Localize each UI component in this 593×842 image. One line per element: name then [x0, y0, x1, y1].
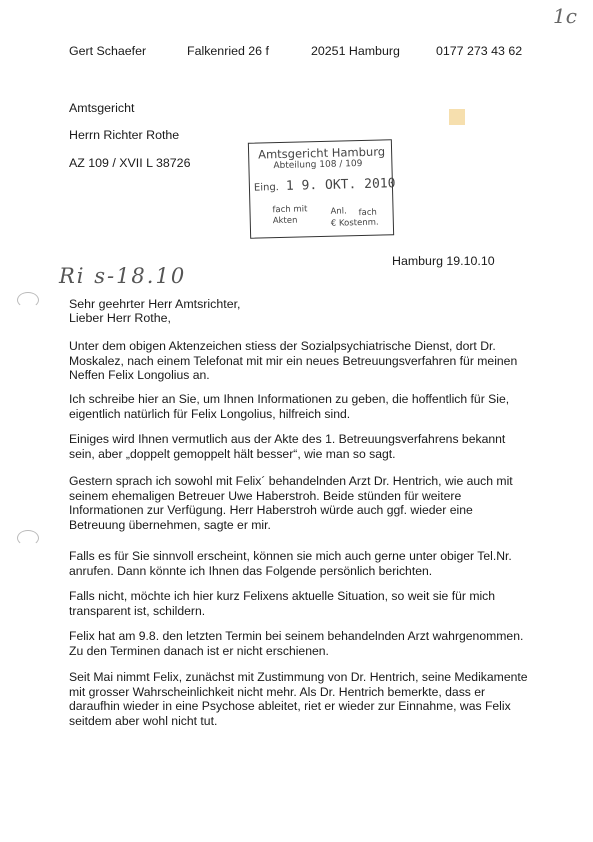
stamp-anl: Anl. — [330, 206, 347, 217]
sticky-note-mark — [449, 109, 465, 125]
body-paragraph: Seit Mai nimmt Felix, zunächst mit Zustimmung von Dr. Hentrich, seine Medikamente mit grosser Wahrscheinlichkeit nicht mehr. Als Dr. Hentrich bemerkte, dass er daraufhin wieder in eine Psychose ableitet, riet er wieder zur Einnahme, was Felix seitdem aber wohl nicht tut. — [69, 670, 528, 728]
sender-city: 20251 Hamburg — [311, 44, 400, 58]
punch-hole — [17, 530, 39, 546]
stamp-akten: Akten — [272, 215, 298, 227]
court-receipt-stamp — [248, 139, 394, 238]
body-paragraph: Unter dem obigen Aktenzeichen stiess der Sozialpsychiatrische Dienst, dort Dr. Moskalez, nach einem Telefonat mit mir ein neues Betreuungsverfahren für meinen Neffen Felix Longolius an. — [69, 339, 518, 383]
file-number: AZ 109 / XVII L 38726 — [69, 156, 191, 170]
stamp-department: Abteilung 108 / 109 — [273, 158, 363, 172]
body-paragraph: Falls es für Sie sinnvoll erscheint, können sie mich auch gerne unter obiger Tel.Nr. anrufen. Dann könnte ich Ihnen das Folgende persönlich berichten. — [69, 549, 512, 578]
sender-phone: 0177 273 43 62 — [436, 44, 523, 58]
recipient-court: Amtsgericht — [69, 101, 135, 115]
stamp-kostenm: € Kostenm. — [330, 217, 379, 229]
body-paragraph: Einiges wird Ihnen vermutlich aus der Akte des 1. Betreuungsverfahrens bekannt sein, aber „doppelt gemoppelt hält besser“, wie man so sagt. — [69, 432, 506, 461]
stamp-received-date: 1 9. OKT. 2010 — [285, 176, 396, 194]
sender-name: Gert Schaefer — [69, 44, 147, 58]
recipient-judge: Herrn Richter Rothe — [69, 128, 180, 142]
stamp-fach-mit: fach mit — [272, 204, 308, 216]
body-paragraph: Felix hat am 9.8. den letzten Termin bei seinem behandelnden Arzt wahrgenommen. Zu den Terminen danach ist er nicht erschienen. — [69, 629, 524, 658]
salutation-line: Sehr geehrter Herr Amtsrichter, — [69, 297, 241, 311]
sender-street: Falkenried 26 f — [187, 44, 269, 58]
stamp-court: Amtsgericht Hamburg — [257, 144, 386, 162]
body-paragraph: Falls nicht, möchte ich hier kurz Felixens aktuelle Situation, so weit sie für mich transparent ist, schildern. — [69, 589, 496, 618]
handwritten-note: Ri s-18.10 — [59, 264, 187, 288]
salutation-line: Lieber Herr Rothe, — [69, 311, 171, 325]
corner-annotation: 1c — [553, 4, 577, 28]
place-date: Hamburg 19.10.10 — [392, 254, 495, 268]
body-paragraph: Ich schreibe hier an Sie, um Ihnen Informationen zu geben, die hoffentlich für Sie, eigentlich natürlich für Felix Longolius, hilfreich sind. — [69, 392, 510, 421]
body-paragraph: Gestern sprach ich sowohl mit Felix´ behandelnden Arzt Dr. Hentrich, wie auch mit seinem ehemaligen Betreuer Uwe Haberstroh. Beide stünden für weitere Informationen zur Verfügung. Herr Haberstroh würde auch ggf. wieder eine Betreuung übernehmen, sagte er mir. — [69, 474, 513, 532]
punch-hole — [17, 292, 39, 308]
stamp-fach: fach — [358, 207, 377, 219]
stamp-received-label: Eing. — [253, 182, 280, 194]
